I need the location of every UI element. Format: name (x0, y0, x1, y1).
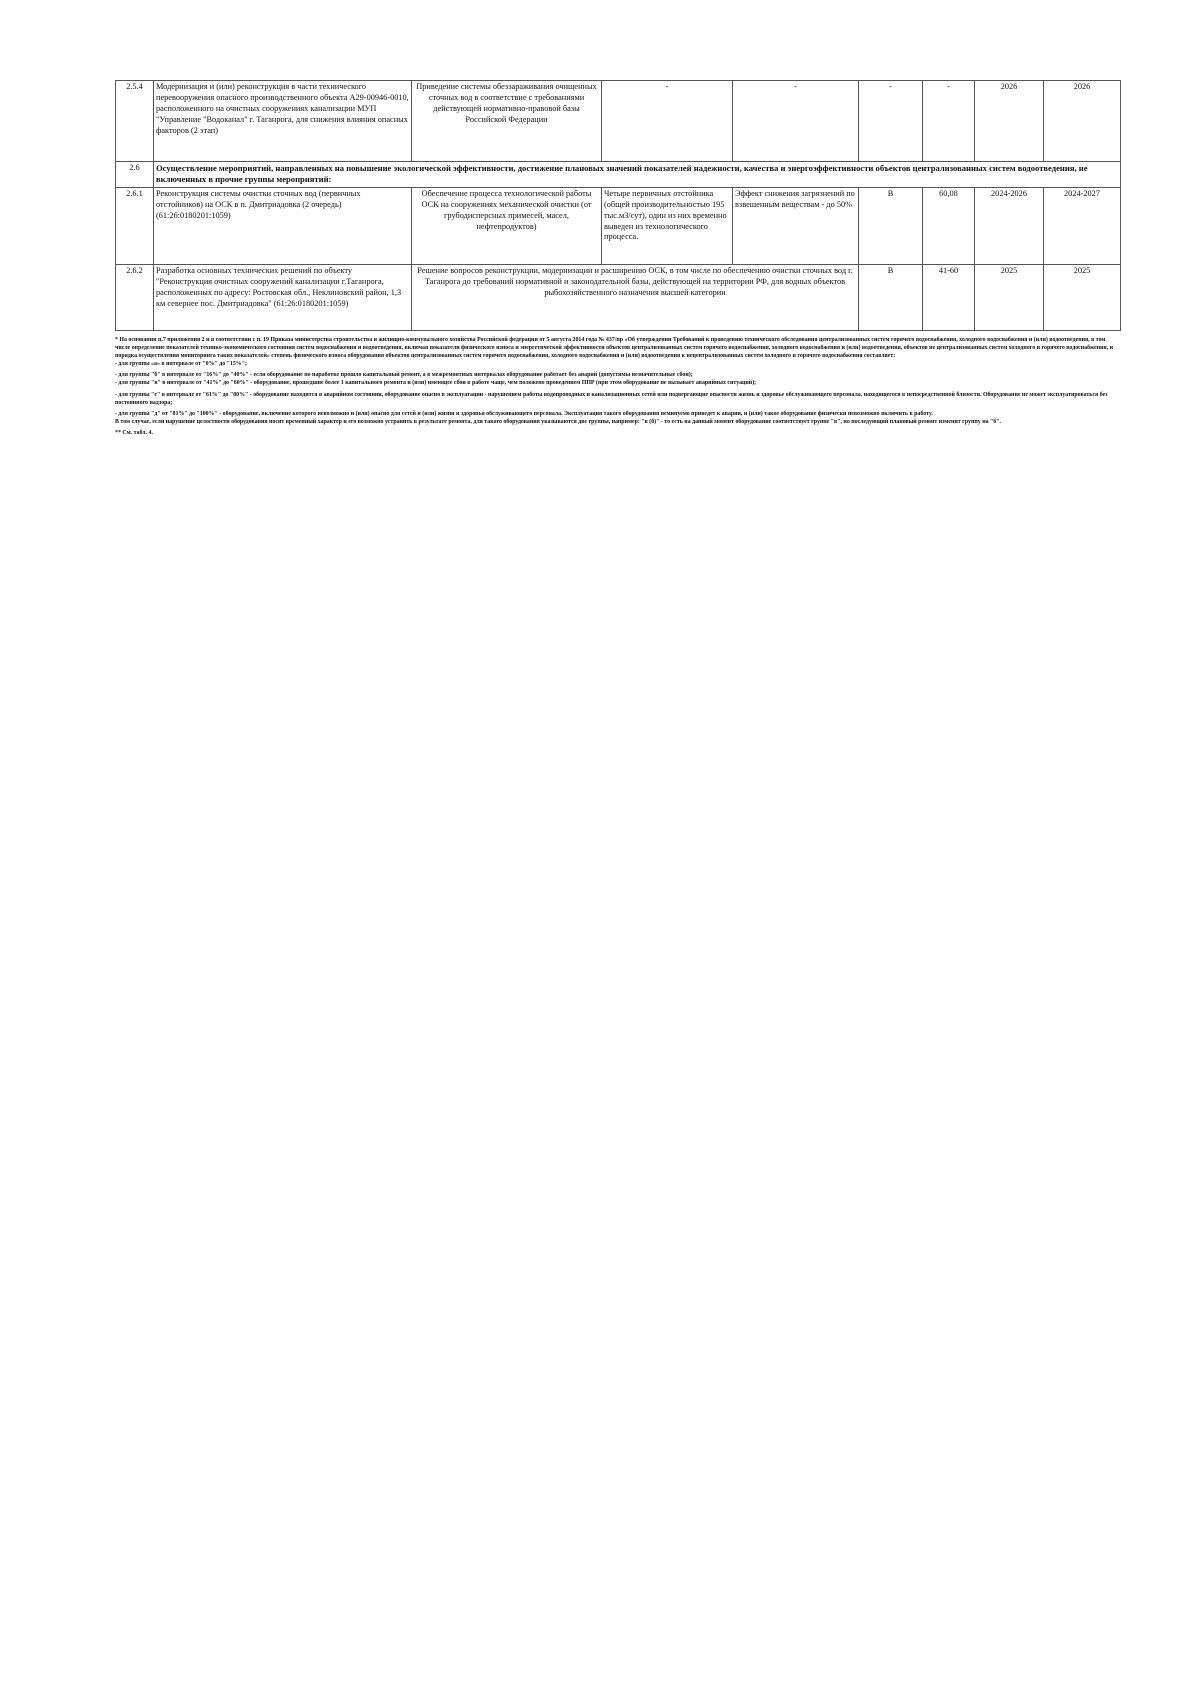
wear-group: В (859, 264, 923, 330)
footnote-group-v: - для группы "в" в интервале от "41%" до "60%" - оборудование, прошедшие более 1 капитального ремонта и (или) имеющее сбои в работе чаще, чем положено проведением ППР (при этом оборудование не вызывает аварийных ситуаций); (115, 380, 757, 387)
table-row (116, 187, 1121, 264)
measure-name: Реконструкция системы очистки сточных вод (первичных отстойников) на ОСК в п. Дмитриадовка (2 очередь) (61:26:0180201:1059) (154, 187, 412, 264)
measure-goal: Обеспечение процесса технологической работы ОСК на сооружениях механической очистки (от грубодисперсных примесей, масел, нефтепродуктов) (412, 187, 602, 264)
row-number: 2.6.1 (116, 187, 154, 264)
section-number: 2.6 (116, 162, 154, 188)
table-row (116, 81, 1121, 162)
footnote-group-g: - для группы "г" в интервале от "61%" до "80%" - оборудование находится в аварийном состоянии, оборудование опасно в эксплуатации - нарушением работы водопроводных и канализационных сетей или подвергающие опасности жизнь и здоровье обслуживающего персонала, находящегося в непосредственной близости. Оборудование не может эксплуатироваться без постоянного надзора; (115, 391, 1108, 406)
measures-table (115, 80, 1121, 331)
wear-group: - (859, 81, 923, 162)
row-number: 2.5.4 (116, 81, 154, 162)
year-start: 2025 (975, 264, 1044, 330)
measure-goal: Решение вопросов реконструкции, модернизации и расширению ОСК, в том числе по обеспечению очистки сточных вод г. Таганрога до требований нормативной и законодательной базы, действующей на территории РФ, для водных объектов рыбохозяйственного назначения высшей категории (412, 264, 859, 330)
wear-percent: - (923, 81, 975, 162)
footnote-group-d: - для группы "д" от "81%" до "100%" - оборудование, включение которого невозможно и (или) опасно для сетей и (или) жизни и здоровья обслуживающего персонала. Эксплуатация такого оборудования неминуемо приведет к аварии, и (или) такое оборудование физически невозможно включить в работу. (115, 410, 933, 417)
year-end: 2024-2027 (1044, 187, 1121, 264)
footnote-intro: * На основании п.7 приложения 2 и в соответствии с п. 19 Приказа министерства строительства и жилищно-коммунального хозяйства Российской федерации от 5 августа 2014 года № 437/пр «Об утверждении Требований к проведению технического обследования централизованных систем горячего водоснабжения, холодного водоснабжения и (или) водоотведения, в том числе определение показателей технико-экономического состояния систем водоснабжения и водоотведения, включая показатели физического износа и энергетической эффективности объектов централизованных систем горячего водоснабжения, холодного водоснабжения и (или) водоотведения, объектов не централизованных систем холодного и горячего водоснабжения, и порядка осуществления мониторинга таких показателей» степень физического износа оборудования объектов централизованных систем горячего водоснабжения, холодного водоснабжения и (или) водоотведения к нецентрализованных систем холодного и горячего водоснабжения составляет: (115, 336, 1114, 359)
indicator-before: - (602, 81, 733, 162)
document-page (115, 80, 1120, 440)
section-row (116, 162, 1121, 188)
wear-percent: 60,08 (923, 187, 975, 264)
footnote-group-a: - для группы «а» в интервале от "0%" до "15%"; (115, 361, 247, 368)
year-end: 2026 (1044, 81, 1121, 162)
row-number: 2.6.2 (116, 264, 154, 330)
measure-goal: Приведение системы обеззараживания очищенных сточных вод в соответствие с требованиями действующей нормативно-правовой базы Российской Федерации (412, 81, 602, 162)
footnote-see-table: ** См. табл. 4. (115, 430, 153, 437)
wear-percent: 41-60 (923, 264, 975, 330)
measure-name: Разработка основных технических решений по объекту "Реконструкция очистных сооружений канализации г.Таганрога, расположенных по адресу: Ростовская обл., Неклиновский район, 1,3 км севернее пос. Дмитриадовка" (61:26:0180201:1059) (154, 264, 412, 330)
indicator-before: Четыре первичных отстойника (общей производительностью 195 тыс.м3/сут), один из них временно выведен из технологического процесса. (602, 187, 733, 264)
year-start: 2026 (975, 81, 1044, 162)
footnote-temporary: В том случае, если нарушение целостности оборудования носит временный характер и его возможно устранить в результате ремонта, для такого оборудования указываются две группы, например: "в (б)" - то есть на данный момент оборудование соответствует группе "в", но последующий плановый ремонт изменит группу на "б". (115, 418, 1001, 425)
year-start: 2024-2026 (975, 187, 1044, 264)
year-end: 2025 (1044, 264, 1121, 330)
measure-name: Модернизация и (или) реконструкция в части технического перевооружения опасного производственного объекта А29-00946-0010, расположенного на очистных сооружениях канализации МУП "Управление "Водоканал" г. Таганрога, для снижения влияния опасных факторов (2 этап) (154, 81, 412, 162)
footnotes (115, 336, 1115, 438)
wear-group: В (859, 187, 923, 264)
section-title: Осуществление мероприятий, направленных на повышение экологической эффективности, достижение плановых значений показателей надежности, качества и энергоэффективности объектов централизованных систем водоотведения, не включенных в прочие группы мероприятий: (154, 162, 1121, 188)
footnote-group-b: - для группы "б" в интервале от "16%" до "40%" - если оборудование по наработке прошло капитальный ремонт, а в межремонтных интервалах оборудование работает без аварий (допустимы незначительные сбои); (115, 372, 693, 379)
indicator-after: - (733, 81, 859, 162)
indicator-after: Эффект снижения загрязнений по взвешенным веществам - до 50% (733, 187, 859, 264)
table-row (116, 264, 1121, 330)
